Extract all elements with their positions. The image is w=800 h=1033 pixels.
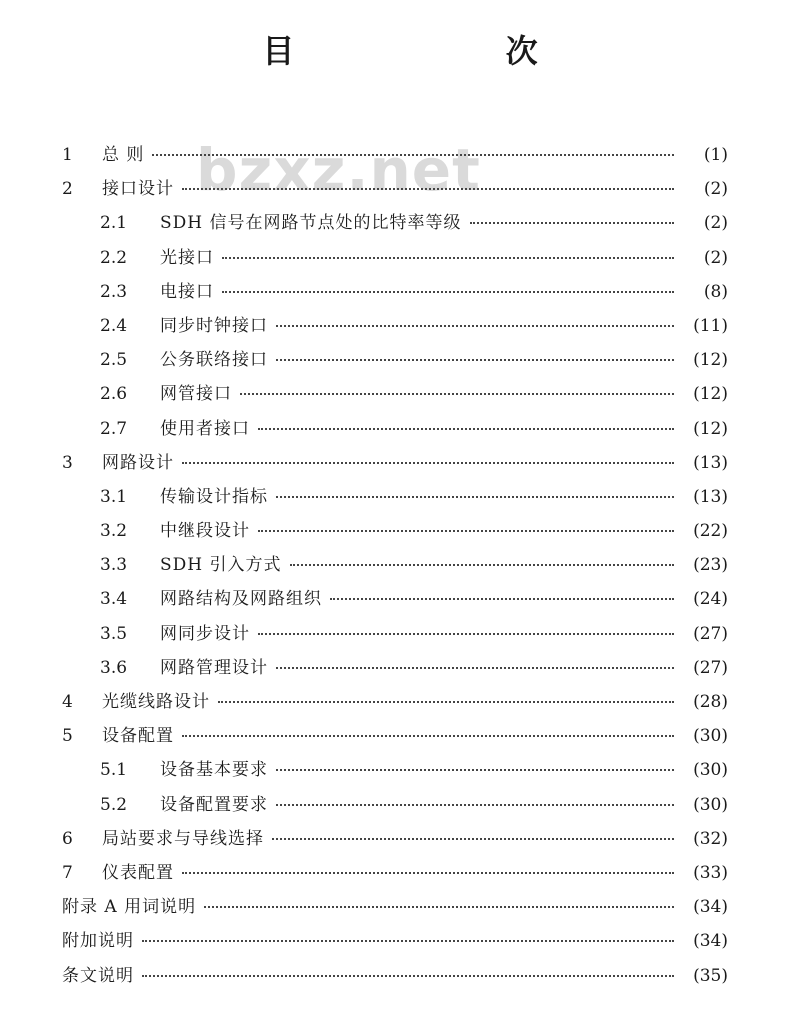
toc-entry-title: SDH 引入方式: [160, 555, 282, 576]
toc-entry-title: 光缆线路设计: [102, 692, 210, 712]
toc-entry: [62, 174, 728, 208]
toc-dot-leader: [276, 359, 674, 361]
toc-entry: [62, 448, 728, 482]
toc-dot-leader: [182, 872, 674, 874]
toc-dot-leader: [272, 838, 674, 840]
toc-entry-title: 设备配置: [102, 726, 174, 747]
toc-entry-title: 网路设计: [102, 452, 174, 473]
toc-entry-number: 2.5: [100, 350, 128, 371]
toc-entry-number: 3.5: [100, 623, 128, 644]
toc-dot-leader: [204, 906, 674, 908]
toc-entry-page: (11): [693, 315, 728, 336]
toc-dot-leader: [330, 598, 674, 600]
toc-dot-leader: [142, 940, 674, 942]
toc-dot-leader: [258, 530, 674, 532]
toc-entry-title: 接口设计: [102, 179, 174, 200]
toc-entry: [62, 140, 728, 174]
toc-entry-title: 局站要求与导线选择: [102, 828, 264, 849]
toc-entry: [62, 858, 728, 892]
page-title: 目 次: [262, 32, 638, 70]
toc-entry: [62, 926, 728, 960]
toc-entry-number: 7: [62, 862, 73, 883]
toc-entry-page: (8): [703, 281, 728, 302]
toc-entry-number: 2.7: [100, 418, 128, 439]
toc-entry-number: 2.2: [100, 247, 128, 268]
toc-entry-page: (33): [693, 862, 728, 883]
toc-entry-title: 电接口: [160, 281, 214, 302]
toc-entry: [62, 721, 728, 755]
toc-entry-title: 中继段设计: [160, 521, 250, 542]
toc-entry-title: 同步时钟接口: [160, 315, 268, 336]
toc-entry-number: 2.1: [100, 213, 128, 234]
toc-entry-title: 传输设计指标: [160, 486, 268, 507]
toc-entry: [62, 311, 728, 345]
toc-entry-title: 光接口: [160, 247, 214, 268]
toc-dot-leader: [258, 633, 674, 635]
toc-entry-number: 1: [62, 145, 73, 165]
toc-entry: [62, 345, 728, 379]
toc-entry-number: 2: [62, 179, 73, 200]
watermark: bzxz.net: [196, 136, 481, 204]
toc-dot-leader: [142, 975, 674, 977]
toc-entry-title: 网路管理设计: [160, 657, 268, 678]
toc-entry-page: (2): [703, 179, 728, 200]
toc-entry: [62, 790, 728, 824]
toc-entry-number: 3: [62, 452, 73, 473]
toc-entry-title: 设备基本要求: [160, 760, 268, 781]
toc-entry-page: (35): [693, 965, 728, 986]
toc-entry-number: 3.1: [100, 486, 128, 507]
toc-entry-page: (1): [703, 145, 728, 165]
toc-entry-number: 5.1: [100, 760, 128, 781]
toc-dot-leader: [152, 154, 674, 156]
toc-entry-number: 3.2: [100, 521, 128, 542]
toc-entry-title: 网同步设计: [160, 623, 250, 644]
toc-entry-number: 3.3: [100, 555, 128, 576]
toc-entry: [62, 208, 728, 242]
toc-entry-title: 仪表配置: [102, 862, 174, 883]
toc-entry-title: 附加说明: [62, 931, 134, 952]
toc-entry-number: 5: [62, 726, 73, 747]
toc-entry-title: 公务联络接口: [160, 350, 268, 371]
toc-dot-leader: [470, 222, 674, 224]
toc-entry-number: 3.6: [100, 657, 128, 678]
toc-entry-page: (13): [693, 486, 728, 507]
toc-entry: [62, 482, 728, 516]
toc-entry-page: (27): [693, 623, 728, 644]
toc-dot-leader: [240, 393, 674, 395]
toc-dot-leader: [218, 701, 674, 703]
toc-entry-title: 网管接口: [160, 384, 232, 405]
toc-entry-number: 6: [62, 828, 73, 849]
toc-entry-title: 设备配置要求: [160, 794, 268, 815]
toc-entry-page: (22): [693, 521, 728, 542]
toc-entry-page: (34): [693, 931, 728, 952]
toc-entry-title: SDH 信号在网路节点处的比特率等级: [160, 213, 462, 234]
toc-dot-leader: [182, 735, 674, 737]
toc-entry-page: (13): [693, 452, 728, 473]
toc-dot-leader: [222, 257, 674, 259]
toc-entry-title: 使用者接口: [160, 418, 250, 439]
toc-entry: [62, 619, 728, 653]
toc-entry: [62, 824, 728, 858]
toc-entry-number: 2.6: [100, 384, 128, 405]
toc-dot-leader: [276, 769, 674, 771]
toc-dot-leader: [276, 325, 674, 327]
toc-dot-leader: [276, 667, 674, 669]
toc-dot-leader: [276, 496, 674, 498]
toc-dot-leader: [222, 291, 674, 293]
toc-dot-leader: [258, 428, 674, 430]
toc-entry-page: (12): [693, 384, 728, 405]
toc-entry-page: (23): [693, 555, 728, 576]
toc-entry-number: 4: [62, 692, 73, 712]
toc-entry: [62, 414, 728, 448]
table-of-contents: [62, 140, 728, 995]
toc-entry-page: (2): [703, 247, 728, 268]
toc-entry: [62, 755, 728, 789]
toc-entry: [62, 961, 728, 995]
toc-entry-page: (27): [693, 657, 728, 678]
toc-entry-page: (32): [693, 828, 728, 849]
toc-entry-page: (24): [693, 589, 728, 610]
toc-entry-page: (34): [693, 897, 728, 918]
toc-entry: [62, 892, 728, 926]
toc-entry-page: (30): [693, 726, 728, 747]
toc-entry: [62, 584, 728, 618]
toc-entry-page: (12): [693, 418, 728, 439]
toc-entry: [62, 277, 728, 311]
toc-dot-leader: [290, 564, 674, 566]
toc-entry-page: (2): [703, 213, 728, 234]
toc-entry-number: 2.4: [100, 315, 128, 336]
toc-dot-leader: [182, 462, 674, 464]
toc-entry: [62, 653, 728, 687]
toc-entry: [62, 379, 728, 413]
toc-entry: [62, 243, 728, 277]
toc-entry-page: (30): [693, 760, 728, 781]
toc-entry-title: 网路结构及网路组织: [160, 589, 322, 610]
toc-dot-leader: [182, 188, 674, 190]
toc-entry: [62, 687, 728, 721]
toc-entry-number: 2.3: [100, 281, 128, 302]
toc-entry-page: (30): [693, 794, 728, 815]
toc-entry: [62, 516, 728, 550]
toc-entry-page: (28): [693, 692, 728, 712]
toc-entry-page: (12): [693, 350, 728, 371]
toc-dot-leader: [276, 804, 674, 806]
toc-entry-title: 总 则: [102, 145, 145, 165]
toc-entry-number: 5.2: [100, 794, 128, 815]
toc-entry-title: 条文说明: [62, 965, 134, 986]
toc-entry-number: 3.4: [100, 589, 128, 610]
toc-entry-title: 附录 A 用词说明: [62, 897, 197, 918]
toc-entry: [62, 550, 728, 584]
